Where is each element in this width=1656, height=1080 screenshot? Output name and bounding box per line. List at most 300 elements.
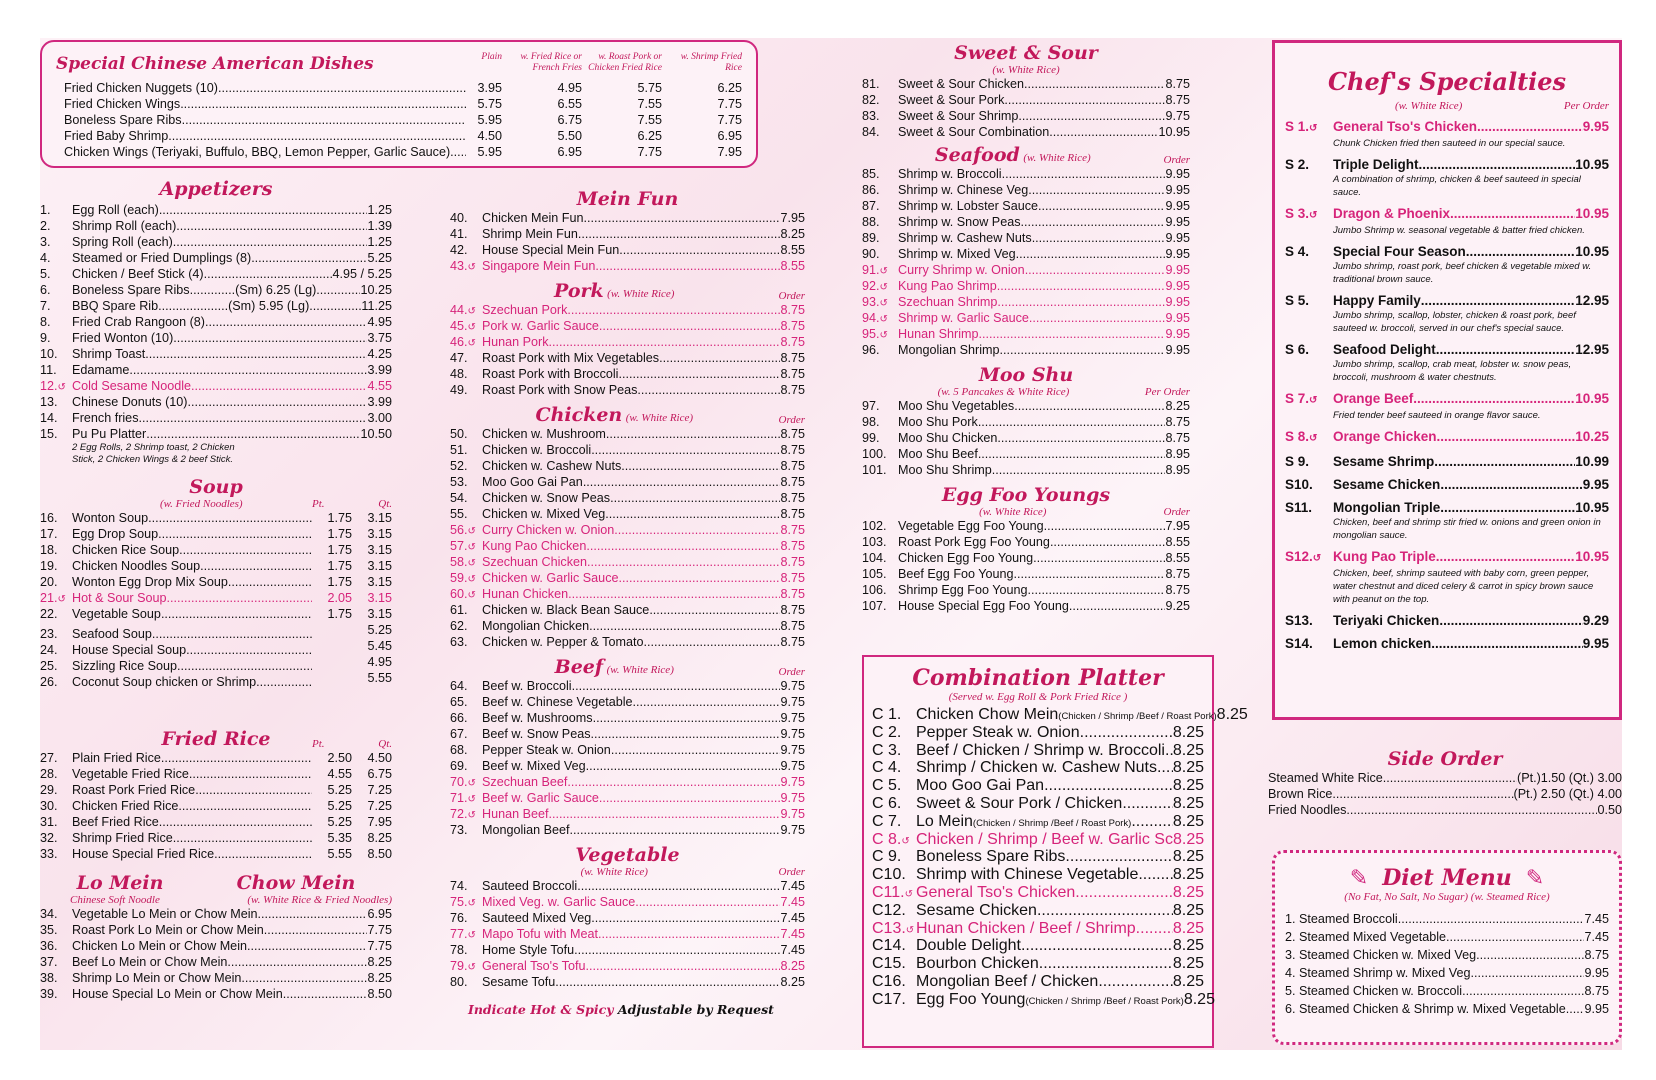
menu-item xyxy=(862,462,1190,478)
item-price: 8.25 xyxy=(1172,972,1204,990)
leader-dots xyxy=(618,366,780,382)
item-desc: Chunk Chicken fried then sauteed in our special sauce. xyxy=(1333,138,1566,149)
item-price: 7.95 xyxy=(780,211,805,225)
leader-dots xyxy=(574,942,780,958)
special-col-header: w. Roast Pork or Chicken Fried Rice xyxy=(588,52,662,73)
item-number: 51. xyxy=(450,443,468,457)
special-title: Special Chinese American Dishes xyxy=(56,54,374,74)
combo-box xyxy=(862,655,1248,1048)
item-name: Sweet & Sour Pork / Chicken xyxy=(916,794,1123,812)
item-name: French fries xyxy=(72,411,139,425)
leader-dots xyxy=(635,894,780,910)
item-number: C10. xyxy=(872,866,906,884)
item-number: S 1.↺ xyxy=(1285,119,1318,134)
item-price: 10.95 xyxy=(1575,244,1609,259)
menu-item xyxy=(862,294,1190,310)
leader-dots xyxy=(1436,548,1575,565)
item-price: 8.75 xyxy=(780,587,805,601)
item-prices xyxy=(312,670,392,686)
item-number: 77.↺ xyxy=(450,927,476,941)
price-pt: 4.55 xyxy=(327,767,352,781)
leader-dots xyxy=(1466,243,1575,260)
chopsticks-icon: ✎ xyxy=(1525,865,1545,890)
item-price: 9.95 xyxy=(1165,231,1190,245)
chef-item-row xyxy=(1285,428,1609,447)
leader-dots xyxy=(595,258,780,274)
spicy-icon: ↺ xyxy=(467,542,476,553)
item-name: Chicken Chow Mein xyxy=(916,706,1059,723)
item-price: 9.95 xyxy=(1165,183,1190,197)
price-pt: 5.25 xyxy=(327,799,352,813)
item-number: 30. xyxy=(40,799,58,813)
spicy-icon: ↺ xyxy=(467,526,476,537)
leader-dots xyxy=(168,128,466,144)
item-note: (Chicken / Shrimp /Beef / Roast Pork) xyxy=(1058,711,1217,722)
menu-item xyxy=(40,234,392,250)
item-price: 10.25 xyxy=(360,283,392,297)
item-name: Beef / Chicken / Shrimp w. Broccoli xyxy=(916,741,1165,759)
spicy-icon: ↺ xyxy=(57,594,66,605)
spicy-icon: ↺ xyxy=(57,382,66,393)
seafood-order: Order xyxy=(1163,154,1190,166)
sweetsour-subtitle: (w. White Rice) xyxy=(992,64,1060,76)
item-number: 76. xyxy=(450,911,468,925)
item-name: Boneless Spare Ribs xyxy=(916,848,1066,866)
item-price: 8.25 xyxy=(1172,866,1204,884)
chef-item xyxy=(1285,499,1609,542)
leader-dots xyxy=(978,414,1166,430)
item-price: 9.95 xyxy=(1584,1002,1609,1016)
item-number: 5. xyxy=(40,267,51,281)
leader-dots xyxy=(188,394,368,410)
item-price: 8.25 xyxy=(780,959,805,973)
chef-subtitle: (w. White Rice) xyxy=(1395,100,1463,112)
item-name: Cold Sesame Noodle xyxy=(72,379,192,393)
item-number: 78. xyxy=(450,943,468,957)
menu-item xyxy=(862,182,1190,198)
soup-qt: Qt. xyxy=(378,498,392,510)
item-price: 3.75 xyxy=(367,331,392,345)
item-name: Boneless Spare Ribs xyxy=(64,113,182,127)
menu-item xyxy=(40,526,392,542)
leader-dots xyxy=(176,218,367,234)
item-name: Mongolian Chicken xyxy=(482,619,590,633)
item-name: 5. Steamed Chicken w. Broccoli xyxy=(1285,984,1463,998)
item-number: C 8.↺ xyxy=(872,830,910,848)
price-qt: 7.95 xyxy=(367,815,392,829)
menu-item xyxy=(40,782,392,798)
leader-dots xyxy=(283,986,368,1002)
item-price: 10.95 xyxy=(1575,391,1609,406)
leader-dots xyxy=(572,678,781,694)
item-name: Roast Pork with Snow Peas xyxy=(482,383,638,397)
price-qt: 6.75 xyxy=(367,767,392,781)
leader-dots xyxy=(1039,956,1173,972)
item-prices xyxy=(312,830,392,846)
item-name: Chicken / Shrimp / Beef w. Garlic Sc xyxy=(916,830,1173,848)
menu-item xyxy=(450,490,805,506)
item-price: (Pt.) 2.50 (Qt.) 4.00 xyxy=(1513,787,1622,801)
item-price: 8.75 xyxy=(1165,415,1190,429)
item-number: C 3. xyxy=(872,741,902,759)
chef-item xyxy=(1285,612,1609,629)
combo-item xyxy=(872,974,1204,992)
item-price: 7.45 xyxy=(1584,912,1609,926)
item-name: Mongolian Beef xyxy=(482,823,570,837)
item-number: 74. xyxy=(450,879,468,893)
combo-item xyxy=(872,867,1204,885)
item-number: 107. xyxy=(862,599,887,613)
item-number: 64. xyxy=(450,679,468,693)
item-name: Plain Fried Rice xyxy=(72,751,161,765)
item-price: 8.75 xyxy=(780,507,805,521)
leader-dots xyxy=(1434,453,1575,470)
diet-subtitle: (No Fat, No Salt, No Sugar) (w. Steamed Rice) xyxy=(1344,891,1550,903)
item-desc: A combination of shrimp, chicken & beef sauteed in special sauce. xyxy=(1333,174,1581,198)
menu-item xyxy=(862,214,1190,230)
menu-item xyxy=(862,278,1190,294)
special-price: 7.75 xyxy=(662,96,742,112)
price-qt: 7.25 xyxy=(367,783,392,797)
item-prices xyxy=(312,558,392,574)
item-number: 49. xyxy=(450,383,468,397)
leader-dots xyxy=(619,242,780,258)
leader-dots xyxy=(179,542,312,558)
item-number: 104. xyxy=(862,551,887,565)
menu-item xyxy=(862,166,1190,182)
item-number: 45.↺ xyxy=(450,319,476,333)
item-price: 9.95 xyxy=(1582,636,1609,651)
leader-dots xyxy=(1014,398,1165,414)
item-name: Beef w. Garlic Sauce xyxy=(482,791,599,805)
item-price: 8.25 xyxy=(1172,919,1204,937)
menu-item xyxy=(862,92,1190,108)
leader-dots xyxy=(1028,182,1165,198)
chef-title: Chef's Specialties xyxy=(1327,67,1567,96)
item-prices xyxy=(312,750,392,766)
leader-dots xyxy=(148,510,312,526)
price-qt: 3.15 xyxy=(367,543,392,557)
item-price: 9.75 xyxy=(780,791,805,805)
menu-item xyxy=(450,242,805,258)
leader-dots xyxy=(264,922,368,938)
special-price: 7.55 xyxy=(582,112,662,128)
item-name: Spring Roll (each) xyxy=(72,235,173,249)
item-name: Sweet & Sour Pork xyxy=(898,93,1005,107)
item-name: Vegetable Fried Rice xyxy=(72,767,189,781)
item-desc: Fried tender beef sauteed in orange flavor sauce. xyxy=(1333,410,1541,421)
menu-item xyxy=(40,298,392,314)
leader-dots xyxy=(1138,867,1173,883)
item-number: S13. xyxy=(1285,613,1313,628)
item-name: Fried Baby Shrimp xyxy=(64,129,169,143)
leader-dots xyxy=(979,326,1166,342)
leader-dots xyxy=(152,626,312,642)
leader-dots xyxy=(1050,534,1166,550)
leader-dots xyxy=(1437,428,1576,445)
menu-item xyxy=(450,758,805,774)
menu-item xyxy=(450,790,805,806)
item-name: Shrimp Roll (each) xyxy=(72,219,177,233)
item-price: 8.25 xyxy=(1172,883,1204,901)
leader-dots xyxy=(997,294,1165,310)
item-prices xyxy=(312,606,392,622)
item-name: Shrimp Lo Mein or Chow Mein xyxy=(72,971,242,985)
leader-dots xyxy=(1413,390,1575,407)
item-name: Lo Mein xyxy=(916,812,973,830)
leader-dots xyxy=(1098,974,1173,990)
item-name: 4. Steamed Shrimp w. Mixed Veg. xyxy=(1285,966,1474,980)
menu-item xyxy=(862,108,1190,124)
leader-dots xyxy=(659,350,780,366)
item-number: S 2. xyxy=(1285,157,1310,172)
item-prices xyxy=(312,814,392,830)
leader-dots xyxy=(549,334,781,350)
item-price: 8.55 xyxy=(780,243,805,257)
leader-dots xyxy=(227,954,367,970)
spicy-icon: ↺ xyxy=(467,262,476,273)
item-price: 6.95 xyxy=(367,907,392,921)
price-pt: 1.75 xyxy=(327,575,352,589)
item-price: 4.95 / 5.25 xyxy=(332,267,392,281)
item-number: 94.↺ xyxy=(862,311,888,325)
price-qt: 5.45 xyxy=(367,639,392,653)
item-number: 7. xyxy=(40,299,51,313)
item-price: 8.75 xyxy=(1165,431,1190,445)
item-price: 8.75 xyxy=(1584,948,1609,962)
spicy-icon: ↺ xyxy=(1309,433,1318,444)
chef-item-row xyxy=(1285,292,1609,309)
item-name: Pork w. Garlic Sauce xyxy=(482,319,599,333)
item-name: Vegetable Egg Foo Young xyxy=(898,519,1044,533)
item-number: C 4. xyxy=(872,759,902,777)
item-number: C11.↺ xyxy=(872,883,913,901)
item-name: Sweet & Sour Combination xyxy=(898,125,1050,139)
item-number: 89. xyxy=(862,231,880,245)
menu-item xyxy=(450,554,805,570)
item-number: S 8.↺ xyxy=(1285,429,1318,444)
leader-dots xyxy=(195,782,312,798)
item-number: 39. xyxy=(40,987,58,1001)
item-price: 7.75 xyxy=(367,939,392,953)
mooshu-order: Per Order xyxy=(1144,386,1190,398)
item-price: 1.39 xyxy=(367,219,392,233)
leader-dots xyxy=(599,318,781,334)
pork-order: Order xyxy=(778,290,805,302)
leader-dots xyxy=(1480,947,1585,963)
item-price: 9.75 xyxy=(780,679,805,693)
item-price: 8.50 xyxy=(367,987,392,1001)
item-price: 10.50 xyxy=(360,427,392,441)
item-price: 9.95 xyxy=(1165,295,1190,309)
spicy-icon: ↺ xyxy=(901,835,910,847)
item-number: 55. xyxy=(450,507,468,521)
item-name: Pu Pu Platter xyxy=(72,427,147,441)
item-number: 83. xyxy=(862,109,880,123)
item-name: Seafood Soup xyxy=(72,627,152,641)
menu-item xyxy=(40,814,392,830)
special-item xyxy=(56,80,742,96)
item-price: 8.25 xyxy=(1172,848,1204,866)
item-desc: Jumbo shrimp, roast pork, beef chicken & vegetable mixed w. traditional brown sauce. xyxy=(1333,261,1592,285)
menu-item xyxy=(862,310,1190,326)
menu-item xyxy=(450,226,805,242)
price-pt: 1.75 xyxy=(327,559,352,573)
leader-dots xyxy=(567,774,780,790)
special-price: 4.50 xyxy=(466,128,502,144)
side-title: Side Order xyxy=(1387,748,1503,770)
item-name: Chicken Rice Soup xyxy=(72,543,180,557)
item-name: Beef Lo Mein or Chow Mein xyxy=(72,955,228,969)
leader-dots xyxy=(173,830,312,846)
item-name: Moo Shu Beef xyxy=(898,447,978,461)
leader-dots xyxy=(1136,921,1173,937)
special-price: 4.95 xyxy=(502,80,582,96)
seafood-subtitle: (w. White Rice) xyxy=(1023,152,1091,164)
item-price: 10.95 xyxy=(1575,549,1609,564)
menu-item xyxy=(450,694,805,710)
menu-item xyxy=(450,302,805,318)
menu-item xyxy=(450,334,805,350)
spicy-icon: ↺ xyxy=(467,962,476,973)
item-name: Chicken w. Broccoli xyxy=(482,443,592,457)
leader-dots xyxy=(591,442,780,458)
chef-item xyxy=(1285,243,1609,286)
menu-item xyxy=(40,394,392,410)
menu-item xyxy=(862,198,1190,214)
special-price: 5.95 xyxy=(466,112,502,128)
item-number: 10. xyxy=(40,347,58,361)
leader-dots xyxy=(591,726,781,742)
price-qt: 3.15 xyxy=(367,591,392,605)
price-qt: 3.15 xyxy=(367,511,392,525)
item-number: 92.↺ xyxy=(862,279,888,293)
item-price: 7.45 xyxy=(780,879,805,893)
chef-item xyxy=(1285,341,1609,384)
menu-item xyxy=(450,522,805,538)
item-name: Shrimp Egg Foo Young xyxy=(898,583,1028,597)
item-name: Chicken w. Pepper & Tomato xyxy=(482,635,644,649)
price-qt: 5.55 xyxy=(367,671,392,685)
menu-item xyxy=(450,942,805,958)
item-name: Shrimp w. Lobster Sauce xyxy=(898,199,1039,213)
menu-item xyxy=(862,230,1190,246)
eggfoo-order: Order xyxy=(1163,506,1190,518)
vegetable-title: Vegetable xyxy=(575,844,680,866)
leader-dots xyxy=(161,750,312,766)
leader-dots xyxy=(247,938,367,954)
menu-item xyxy=(450,742,805,758)
chef-item xyxy=(1285,428,1609,447)
item-number: 79.↺ xyxy=(450,959,476,973)
item-name: Beef w. Broccoli xyxy=(482,679,572,693)
item-name: Beef w. Chinese Vegetable xyxy=(482,695,633,709)
item-number: 67. xyxy=(450,727,468,741)
item-number: 81. xyxy=(862,77,880,91)
menu-item xyxy=(450,506,805,522)
leader-dots xyxy=(204,266,333,282)
item-price: 8.75 xyxy=(1165,583,1190,597)
special-price: 7.95 xyxy=(662,144,742,160)
item-number: 82. xyxy=(862,93,880,107)
menu-item xyxy=(862,518,1190,534)
menu-item xyxy=(40,250,392,266)
item-price: 8.25 xyxy=(1172,794,1204,812)
lomein-sub2: (w. White Rice & Fried Noodles) xyxy=(247,894,392,906)
leader-dots xyxy=(643,634,780,650)
leader-dots xyxy=(146,426,360,442)
chef-item xyxy=(1285,156,1609,199)
item-name: Chicken Mein Fun xyxy=(482,211,584,225)
menu-item xyxy=(40,574,392,590)
special-item xyxy=(56,144,742,160)
item-price: 7.75 xyxy=(367,923,392,937)
leader-dots xyxy=(1474,965,1584,981)
combo-item xyxy=(872,903,1204,921)
item-name: Fried Noodles xyxy=(1268,803,1347,817)
spicy-icon: ↺ xyxy=(1312,553,1322,564)
leader-dots xyxy=(1436,341,1575,358)
item-number: 59.↺ xyxy=(450,571,476,585)
price-pt: 2.05 xyxy=(327,591,352,605)
item-price: 9.75 xyxy=(780,775,805,789)
leader-dots xyxy=(167,590,312,606)
item-prices xyxy=(312,638,392,654)
item-price: 8.55 xyxy=(1165,535,1190,549)
item-number: 2. xyxy=(40,219,51,233)
item-price: 8.75 xyxy=(780,335,805,349)
item-number: 68. xyxy=(450,743,468,757)
leader-dots xyxy=(1419,156,1576,173)
beef-title: Beef xyxy=(554,656,604,678)
item-price: 9.75 xyxy=(780,695,805,709)
beef-order: Order xyxy=(778,666,805,678)
item-number: 103. xyxy=(862,535,887,549)
hot-note: Indicate Hot & Spicy xyxy=(468,1002,614,1017)
menu-item xyxy=(450,442,805,458)
spicy-icon: ↺ xyxy=(467,574,476,585)
special-item xyxy=(56,112,742,128)
item-name: Moo Shu Vegetables xyxy=(898,399,1015,413)
mooshu-subtitle: (w. 5 Pancakes & White Rice) xyxy=(937,386,1070,398)
price-pt: 5.25 xyxy=(327,783,352,797)
chef-item-row xyxy=(1285,243,1609,260)
leader-dots xyxy=(1025,262,1166,278)
leader-dots xyxy=(637,382,780,398)
item-name: Beef Fried Rice xyxy=(72,815,159,829)
menu-item xyxy=(862,246,1190,262)
item-price: 8.75 xyxy=(780,443,805,457)
item-number: 22. xyxy=(40,607,58,621)
item-price: 8.75 xyxy=(1584,984,1609,998)
item-price: 8.75 xyxy=(780,383,805,397)
item-price: 8.25 xyxy=(1216,706,1248,723)
item-name: Moo Shu Chicken xyxy=(898,431,998,445)
item-number: C13.↺ xyxy=(872,919,915,937)
item-price: 0.50 xyxy=(1597,803,1622,817)
item-number: 21.↺ xyxy=(40,591,66,605)
menu-item xyxy=(40,410,392,426)
item-name: Hot & Sour Soup xyxy=(72,591,167,605)
appetizers-title: Appetizers xyxy=(159,178,273,200)
leader-dots xyxy=(178,798,312,814)
leader-dots xyxy=(997,278,1166,294)
menu-item xyxy=(862,430,1190,446)
item-name: Roast Pork Egg Foo Young xyxy=(898,535,1050,549)
menu-item xyxy=(40,622,392,641)
menu-item xyxy=(450,350,805,366)
item-price: 8.75 xyxy=(780,319,805,333)
